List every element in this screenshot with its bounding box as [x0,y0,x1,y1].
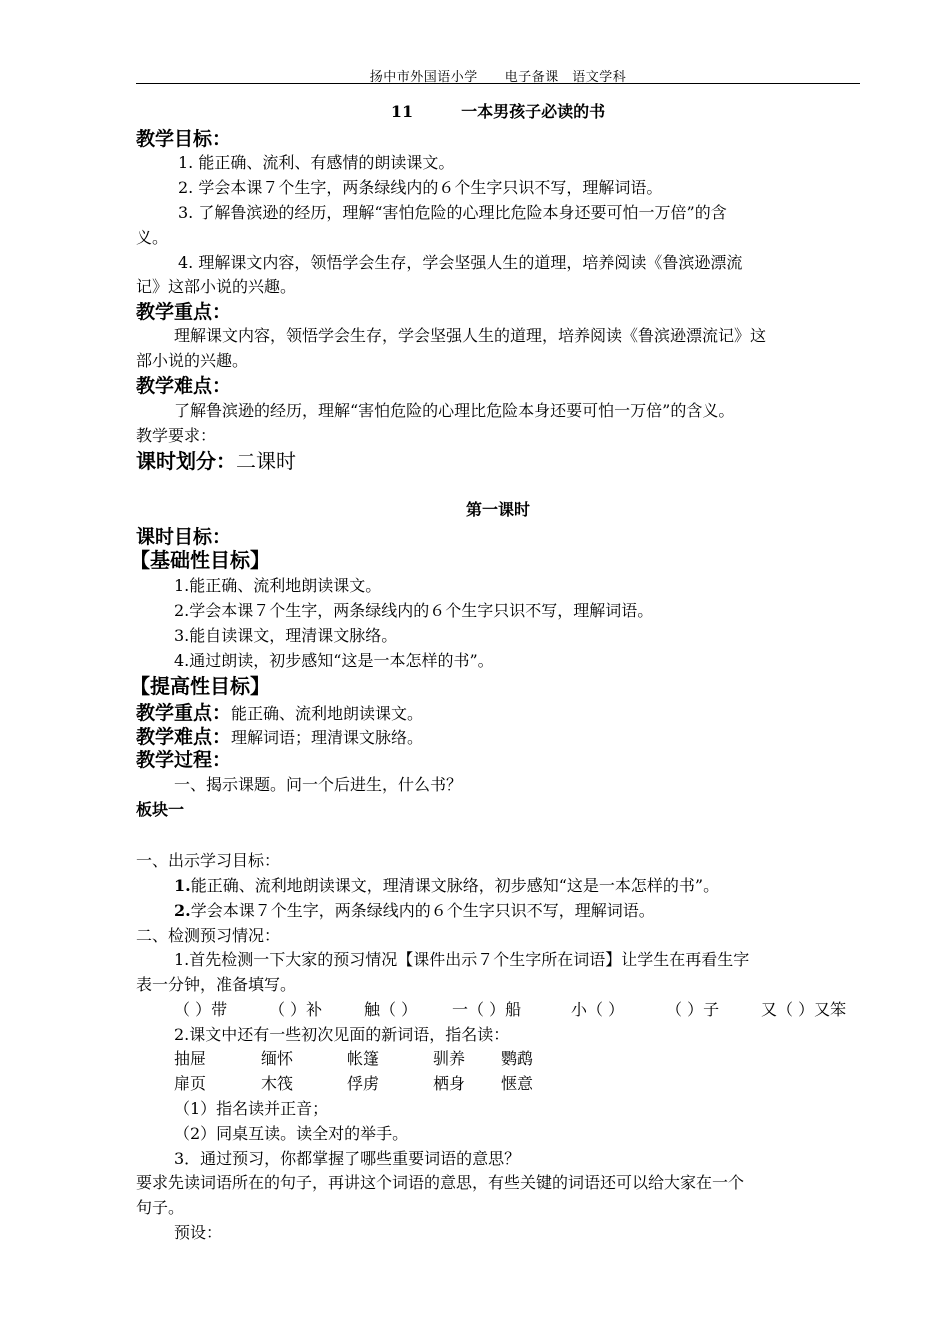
process-heading: 教学过程： [136,749,232,771]
lesson-number: 11 [390,102,414,121]
fill-blank-4: 一（ ）船 [452,1000,522,1019]
section1-item-2-text: 学会本课７个生字，两条绿线内的６个生字只识不写，理解词语。 [190,901,655,920]
section2-heading: 二、检测预习情况： [136,926,281,945]
focus-heading: 教学重点： [136,301,232,323]
vocab-word: 俘虏 [347,1074,380,1093]
vocab-word: 木筏 [261,1074,294,1093]
section1-item-1-text: 能正确、流利地朗读课文，理清课文脉络，初步感知“这是一本怎样的书”。 [190,876,720,895]
goal-item-3: 3. 了解鲁滨逊的经历，理解“害怕危险的心理比危险本身还要可怕一万倍”的含 [178,203,727,222]
fill-blank-1: （ ）带 [174,1000,228,1019]
process-intro: 一、揭示课题。问一个后进生，什么书？ [174,775,463,794]
basic-goals-heading: 【基础性目标】 [130,548,270,572]
preset-label: 预设： [174,1223,223,1242]
vocab-word: 驯养 [433,1049,466,1068]
fill-blank-3: 触（ ） [364,1000,418,1019]
basic-goal-4: 4.通过朗读，初步感知“这是一本怎样的书”。 [174,651,494,670]
sub-step-1: （1）指名读并正音； [174,1099,329,1118]
period-goals-heading: 课时目标： [136,526,232,548]
goal-item-3-cont: 义。 [136,228,169,247]
section1-item-2 [136,901,898,921]
section1-item-1 [136,876,898,896]
vocab-word: 惬意 [501,1074,534,1093]
focus-line-1: 理解课文内容，领悟学会生存，学会坚强人生的道理，培养阅读《鲁滨逊漂流记》这 [174,326,767,345]
difficulty-line: 了解鲁滨逊的经历，理解“害怕危险的心理比危险本身还要可怕一万倍”的含义。 [174,401,735,420]
vocab-word: 缅怀 [261,1049,294,1068]
vocab-word: 鹦鹉 [501,1049,534,1068]
basic-goal-1: 1.能正确、流利地朗读课文。 [174,576,382,595]
section1-item-1-num: 1. [174,876,191,895]
goal-item-2: 2. 学会本课７个生字，两条绿线内的６个生字只识不写，理解词语。 [178,178,663,197]
section2-p1-line2: 表一分钟，准备填写。 [136,975,297,994]
requirements-label: 教学要求： [136,426,217,445]
basic-goal-3: 3.能自读课文，理清课文脉络。 [174,626,398,645]
goal-item-1: 1. 能正确、流利、有感情的朗读课文。 [178,153,455,172]
sub-step-2: （2）同桌互读。读全对的举手。 [174,1124,409,1143]
difficulty-heading: 教学难点： [136,375,232,397]
fill-blank-7: 又（ ）又笨 [761,1000,847,1019]
period-difficulty-value: 理解词语；理清课文脉络。 [231,728,424,747]
periods-value: 二课时 [236,449,296,473]
period-focus-value: 能正确、流利地朗读课文。 [231,704,424,723]
lesson-title [136,102,860,122]
section2-p3: 3．通过预习，你都掌握了哪些重要词语的意思？ [174,1149,521,1168]
periods-label: 课时划分： [136,449,236,473]
period-difficulty-row [136,725,860,749]
vocab-word: 栖身 [433,1074,466,1093]
period-focus-label: 教学重点： [136,702,232,724]
basic-goal-2: 2.学会本课７个生字，两条绿线内的６个生字只识不写，理解词语。 [174,601,654,620]
period-difficulty-label: 教学难点： [136,726,232,748]
vocab-row-1 [136,1049,860,1069]
vocab-row-2 [136,1074,860,1094]
vocab-word: 帐篷 [347,1049,380,1068]
first-period-title: 第一课时 [465,500,530,519]
vocab-word: 抽屉 [174,1049,207,1068]
page-header: 扬中市外国语小学 电子备课 语文学科 [369,70,627,85]
advanced-goals-heading: 【提高性目标】 [130,674,270,698]
section2-p1-line1: 1.首先检测一下大家的预习情况【课件出示７个生字所在词语】让学生在再看生字 [174,950,750,969]
goal-item-4-cont: 记》这部小说的兴趣。 [136,277,297,296]
period-focus-row [136,701,860,725]
requirement-line-2: 句子。 [136,1198,185,1217]
goal-item-4: 4. 理解课文内容，领悟学会生存，学会坚强人生的道理，培养阅读《鲁滨逊漂流 [178,253,743,272]
fill-blank-row [136,1000,860,1020]
section2-p2: 2.课文中还有一些初次见面的新词语，指名读： [174,1025,510,1044]
goals-heading: 教学目标： [136,128,232,150]
block-one-label: 板块一 [136,800,185,819]
fill-blank-6: （ ）子 [666,1000,720,1019]
focus-line-2: 部小说的兴趣。 [136,351,249,370]
vocab-word: 扉页 [174,1074,207,1093]
fill-blank-2: （ ）补 [269,1000,323,1019]
lesson-title-text: 一本男孩子必读的书 [461,102,606,121]
requirement-line-1: 要求先读词语所在的句子，再讲这个词语的意思，有些关键的词语还可以给大家在一个 [136,1173,745,1192]
section1-item-2-num: 2. [174,901,191,920]
periods-row [136,449,860,473]
section1-heading: 一、出示学习目标： [136,851,281,870]
header-rule [136,83,860,84]
fill-blank-5: 小（ ） [571,1000,625,1019]
